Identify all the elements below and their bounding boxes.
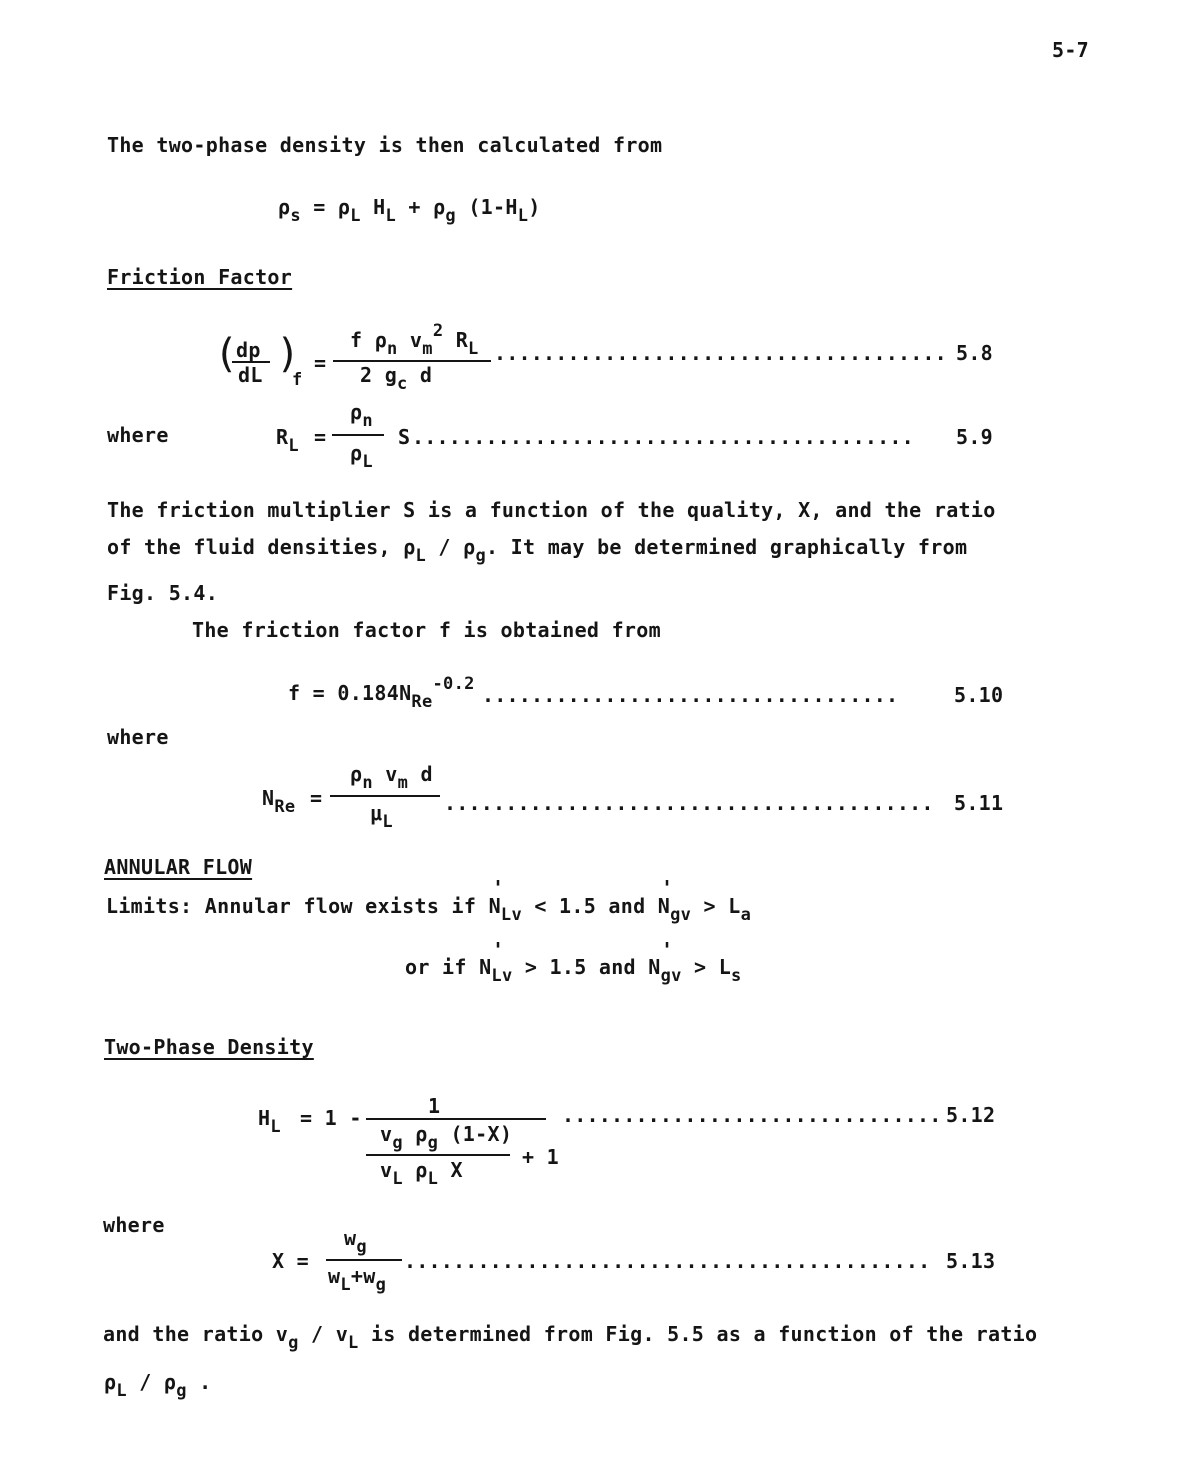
plus-one: + 1 [522,1145,560,1169]
subscript: L [382,812,393,832]
subscript: Re [274,797,296,817]
subscript: n [362,773,373,793]
subscript: g [475,546,486,566]
text: Limits: Annular flow exists if [106,894,477,918]
rho-symbol: ρ [350,441,363,465]
equation-5-10 [288,674,475,712]
rho-symbol: ρ [104,1370,117,1394]
subscript: L [517,206,529,226]
prime-mark: ' [661,876,674,900]
period: . [199,1370,212,1394]
variable: w [344,1226,357,1250]
text: of the fluid densities, [107,535,391,559]
variable: v [380,1158,393,1182]
numerator-5-9 [350,400,373,431]
plus: + [408,195,421,219]
lhs-5-13: X = [272,1249,310,1273]
subscript: L [340,1275,351,1295]
variable: N [479,955,492,979]
subscript: gv [660,966,682,986]
paragraph-line: The friction multiplier S is a function of the quality, X, and the ratio [107,498,996,522]
equals: = [314,351,327,375]
numerator-5-13 [344,1226,367,1257]
equals: = [314,425,327,449]
density-equation [278,195,541,226]
variable: R [455,328,469,352]
paragraph-line: Fig. 5.4. [107,581,219,605]
paren-left: ( [214,331,239,377]
denominator-5-11 [370,801,393,832]
page-number: 5-7 [1052,38,1090,62]
denominator-5-9 [350,441,373,472]
rho-symbol: ρ [337,195,351,219]
subscript: m [397,773,409,793]
subscript: L [385,206,397,226]
subscript: L [468,339,479,359]
subscript: gv [670,905,692,925]
where-label: where [107,725,169,749]
fraction-bar-5-12 [366,1118,546,1120]
equation-number: 5.12 [946,1103,996,1127]
subscript: m [422,339,433,359]
subscript: Lv [500,905,522,925]
subscript: L [116,1381,127,1401]
rho-symbol: ρ [415,1158,428,1182]
equation-number: 5.10 [954,683,1004,707]
subscript: L [427,1169,439,1189]
prime-mark: ' [492,876,505,900]
subscript: s [731,966,742,986]
variable: H [373,195,386,219]
variable: H [258,1106,271,1130]
paragraph-line [107,535,968,566]
variable: f [350,328,363,352]
variable: v [385,762,398,786]
subscript: L [392,1169,403,1189]
paren-close: ) [528,195,541,219]
subscript: s [290,206,301,226]
rho-symbol: ρ [463,535,476,559]
rho-symbol: ρ [374,328,388,352]
leader-dots: ........................................ [444,791,934,815]
leader-dots: .................................. [482,683,899,707]
variable: d [420,762,433,786]
rho-symbol: ρ [163,1370,177,1394]
variable [262,786,296,817]
subscript: g [375,1275,387,1295]
superscript: -0.2 [432,674,475,694]
text: (1-X) [450,1122,513,1146]
numerator-5-8 [350,321,479,359]
equation-number: 5.8 [956,341,994,365]
fraction-bar-5-9 [332,434,384,436]
limits-line-1 [106,894,752,925]
text: > L [703,894,741,918]
variable: v [409,328,423,352]
subscript: g [288,1333,299,1353]
text: is determined from Fig. 5.5 as a function of the ratio [370,1322,1038,1346]
paragraph-line [103,1322,1038,1353]
text: < 1.5 and [534,894,646,918]
subscript: L [350,206,361,226]
subscript: L [415,546,427,566]
variable: X [450,1158,463,1182]
subscript: g [392,1133,403,1153]
variable: S [398,425,411,449]
variable: N [488,894,501,918]
variable: N [399,681,412,705]
text: > L [694,955,732,979]
subscript: g [427,1133,439,1153]
leader-dots: ............................... [562,1103,942,1127]
inner-fraction-bar-5-12 [366,1154,510,1156]
subscript: L [362,452,373,472]
variable: N [657,894,671,918]
equation-number: 5.11 [954,791,1004,815]
rho-symbol: ρ [433,195,446,219]
equals: = [310,786,323,810]
numerator-5-12: 1 [428,1094,441,1118]
text: or if [405,955,467,979]
inner-denominator-5-12 [380,1158,463,1189]
variable: w [328,1264,341,1288]
paragraph-line: The friction factor f is obtained from [192,618,661,642]
superscript: 2 [432,321,444,341]
fraction-bar-5-11 [330,795,440,797]
intro-text: The two-phase density is then calculated from [107,133,663,157]
variable: v [380,1122,393,1146]
text: > 1.5 and [524,955,636,979]
equals-one-minus: = 1 - [300,1106,362,1130]
equals: = [313,195,326,219]
subscript: n [387,339,398,359]
leader-dots: ........................................... [404,1249,931,1273]
subscript: a [740,905,752,925]
denominator-5-8 [360,363,433,394]
prime-mark: ' [661,938,674,962]
text: +w [350,1264,376,1288]
where-label: where [107,423,169,447]
slash: / [139,1370,152,1394]
fraction-bar-5-13 [326,1259,402,1261]
variable: N [262,786,275,810]
variable: d [419,363,433,387]
paren-right: ) [276,331,301,377]
subscript: g [356,1237,367,1257]
leader-dots: ..................................... [494,341,947,365]
rho-symbol: ρ [350,400,363,424]
variable [276,425,299,456]
equation-number: 5.13 [946,1249,996,1273]
number: 2 [360,363,373,387]
numerator-5-11 [350,762,433,793]
fraction-bar-5-8 [333,360,491,362]
subscript: L [270,1117,281,1137]
subscript: L [288,436,299,456]
lhs-subscript: f [292,370,303,390]
text: / v [311,1322,349,1346]
section-heading-annular-flow: ANNULAR FLOW [104,855,253,879]
subscript: Lv [491,966,513,986]
lhs-denominator: dL [238,363,263,387]
subscript: c [397,374,408,394]
slash: / [438,535,451,559]
equation-number: 5.9 [956,425,994,449]
lhs-numerator: dp [236,338,261,362]
subscript: Re [411,692,433,712]
rho-symbol: ρ [278,195,291,219]
text: . It may be determined graphically from [486,535,968,559]
subscript: g [445,206,456,226]
text: f = 0.184 [288,681,400,705]
mu-symbol: μ [370,801,383,825]
rho-symbol: ρ [415,1122,428,1146]
rho-symbol: ρ [350,762,363,786]
variable: N [648,955,661,979]
subscript: g [176,1381,187,1401]
variable: R [276,425,289,449]
paren-expression: (1-H [468,195,518,219]
section-heading-two-phase-density: Two-Phase Density [104,1035,314,1059]
rho-symbol: ρ [403,535,416,559]
variable [258,1106,281,1137]
paragraph-line [104,1370,212,1401]
where-label: where [103,1213,165,1237]
inner-numerator-5-12 [380,1122,513,1153]
prime-mark: ' [492,938,505,962]
subscript: n [362,411,373,431]
section-heading-friction-factor: Friction Factor [107,265,293,289]
variable: g [384,363,398,387]
subscript: L [348,1333,359,1353]
leader-dots: ......................................... [412,425,914,449]
limits-line-2 [405,955,742,986]
denominator-5-13 [328,1264,387,1295]
text: and the ratio v [103,1322,289,1346]
